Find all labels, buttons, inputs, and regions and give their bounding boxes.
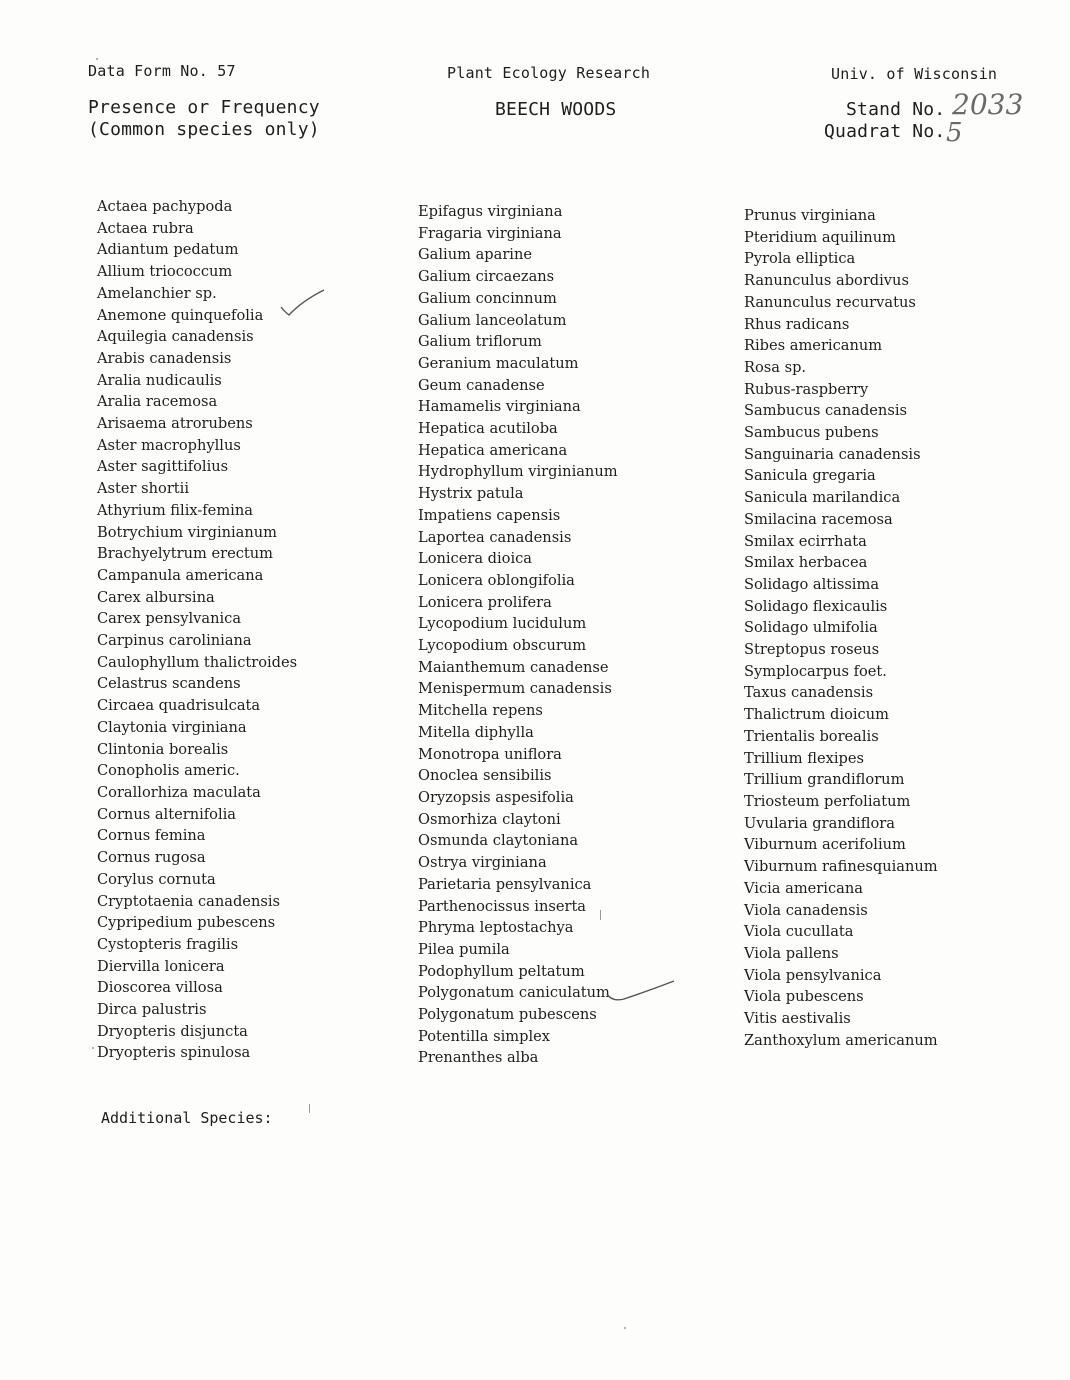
species-item: Fragaria virginiana — [418, 224, 562, 242]
species-item: Smilax herbacea — [744, 554, 868, 572]
species-item: Phryma leptostachya — [418, 919, 574, 937]
species-item: Smilax ecirrhata — [744, 532, 867, 550]
species-item: Symplocarpus foet. — [744, 662, 887, 680]
species-item: Taxus canadensis — [744, 684, 874, 702]
species-item: Streptopus roseus — [744, 641, 880, 659]
species-item: Adiantum pedatum — [97, 241, 239, 259]
species-item: Diervilla lonicera — [97, 957, 225, 975]
species-item: Aralia racemosa — [97, 393, 218, 411]
species-item: Cornus rugosa — [97, 849, 206, 867]
species-item: Pyrola elliptica — [744, 250, 856, 268]
species-item: Pilea pumila — [418, 940, 510, 958]
species-item: Viola cucullata — [744, 923, 854, 941]
species-item: Polygonatum caniculatum — [418, 984, 610, 1002]
species-item: Laportea canadensis — [418, 528, 572, 546]
species-item: Aster shortii — [97, 480, 189, 498]
species-item: Podophyllum peltatum — [418, 962, 585, 980]
species-item: Maianthemum canadense — [418, 658, 609, 676]
species-item: Osmunda claytoniana — [418, 832, 579, 850]
species-item: Pteridium aquilinum — [744, 228, 896, 246]
species-item: Campanula americana — [97, 566, 264, 584]
species-item: Cornus alternifolia — [97, 805, 236, 823]
species-item: Solidago flexicaulis — [744, 597, 888, 615]
species-item: Impatiens capensis — [418, 506, 561, 524]
institution: Univ. of Wisconsin — [831, 65, 998, 83]
species-item: Smilacina racemosa — [744, 510, 893, 528]
species-item: Ranunculus abordivus — [744, 272, 909, 290]
species-item: Epifagus virginiana — [418, 203, 563, 220]
species-item: Galium lanceolatum — [418, 311, 567, 329]
species-item: Carex albursina — [97, 588, 215, 606]
species-item: Vicia americana — [744, 879, 863, 897]
paper-speck — [309, 1104, 310, 1113]
species-item: Conopholis americ. — [97, 762, 240, 780]
species-item: Triosteum perfoliatum — [744, 792, 911, 810]
species-item: Ranunculus recurvatus — [744, 293, 916, 311]
species-item: Arisaema atrorubens — [97, 415, 253, 433]
form-number: Data Form No. 57 — [88, 62, 236, 80]
species-item: Ribes americanum — [744, 337, 883, 355]
species-item: Carex pensylvanica — [97, 610, 242, 628]
species-item: Sanguinaria canadensis — [744, 445, 921, 463]
species-item: Potentilla simplex — [418, 1027, 550, 1045]
species-item: Viola pallens — [744, 944, 839, 962]
species-item: Ostrya virginiana — [418, 854, 547, 872]
species-item: Athyrium filix-femina — [97, 501, 253, 519]
species-item: Lycopodium obscurum — [418, 637, 587, 655]
species-item: Lonicera prolifera — [418, 593, 552, 611]
species-item: Galium circaezans — [418, 268, 555, 286]
species-column-1 — [97, 196, 297, 1064]
species-item: Viola canadensis — [744, 901, 868, 919]
stand-label: Stand No. — [846, 99, 946, 120]
species-item: Dioscorea villosa — [97, 979, 223, 997]
species-item: Anemone quinquefolia — [97, 306, 264, 324]
species-item: Hepatica acutiloba — [418, 420, 558, 438]
species-item: Zanthoxylum americanum — [744, 1031, 938, 1049]
species-item: Cypripedium pubescens — [97, 914, 276, 932]
species-item: Osmorhiza claytoni — [418, 810, 561, 828]
species-item: Trientalis borealis — [744, 727, 879, 745]
species-item: Brachyelytrum erectum — [97, 545, 274, 563]
species-item: Polygonatum pubescens — [418, 1006, 597, 1024]
species-item: Oryzopsis aspesifolia — [418, 788, 574, 806]
species-item: Hamamelis virginiana — [418, 398, 581, 416]
species-item: Aster macrophyllus — [97, 436, 241, 454]
species-item: Monotropa uniflora — [418, 745, 562, 763]
species-item: Actaea pachypoda — [97, 198, 233, 215]
paper-speck — [600, 910, 601, 920]
species-item: Trillium grandiflorum — [744, 771, 905, 789]
species-item: Sanicula gregaria — [744, 467, 876, 485]
species-item: Caulophyllum thalictroides — [97, 653, 298, 671]
species-item: Mitella diphylla — [418, 723, 534, 741]
species-item: Parthenocissus inserta — [418, 897, 587, 915]
species-item: Prunus virginiana — [744, 207, 876, 224]
species-item: Clintonia borealis — [97, 740, 229, 758]
organization: Plant Ecology Research — [447, 64, 651, 82]
species-item: Sambucus canadensis — [744, 402, 907, 420]
community-title: BEECH WOODS — [495, 99, 617, 120]
species-item: Onoclea sensibilis — [418, 767, 552, 785]
species-item: Galium aparine — [418, 246, 532, 264]
species-item: Arabis canadensis — [97, 349, 232, 367]
species-item: Dryopteris spinulosa — [97, 1044, 251, 1062]
additional-species-label: Additional Species: — [101, 1109, 273, 1127]
species-item: Vitis aestivalis — [744, 1010, 851, 1028]
species-item: Solidago altissima — [744, 575, 880, 593]
species-item: Cryptotaenia canadensis — [97, 892, 280, 910]
species-item: Viola pubescens — [744, 988, 864, 1006]
species-item: Sambucus pubens — [744, 424, 879, 442]
species-item: Rhus radicans — [744, 315, 850, 333]
species-item: Allium triococcum — [97, 263, 233, 281]
species-item: Aster sagittifolius — [97, 458, 229, 476]
species-item: Parietaria pensylvanica — [418, 875, 592, 893]
species-item: Dryopteris disjuncta — [97, 1022, 248, 1040]
species-item: Corylus cornuta — [97, 870, 216, 888]
species-item: Menispermum canadensis — [418, 680, 612, 698]
check-mark-icon — [604, 978, 678, 1004]
quadrat-label: Quadrat No. — [824, 121, 946, 142]
species-item: Claytonia virginiana — [97, 718, 247, 736]
species-item: Thalictrum dioicum — [744, 706, 889, 724]
species-item: Rubus-raspberry — [744, 380, 869, 398]
form-title-line1: Presence or Frequency — [88, 97, 320, 118]
species-item: Mitchella repens — [418, 702, 543, 720]
species-column-2 — [418, 201, 618, 1069]
species-item: Viburnum rafinesquianum — [744, 858, 938, 876]
species-item: Hydrophyllum virginianum — [418, 463, 618, 481]
species-item: Trillium flexipes — [744, 749, 864, 767]
species-item: Botrychium virginianum — [97, 523, 278, 541]
species-item: Prenanthes alba — [418, 1049, 539, 1067]
species-item: Cornus femina — [97, 827, 206, 845]
species-item: Geranium maculatum — [418, 354, 579, 372]
species-item: Carpinus caroliniana — [97, 632, 252, 650]
species-column-3 — [744, 205, 938, 1051]
paper-speck — [92, 1047, 94, 1049]
species-item: Solidago ulmifolia — [744, 619, 878, 637]
species-item: Rosa sp. — [744, 358, 807, 376]
species-item: Circaea quadrisulcata — [97, 697, 261, 715]
species-item: Sanicula marilandica — [744, 489, 901, 507]
species-item: Aralia nudicaulis — [97, 371, 222, 389]
check-mark-icon — [278, 287, 328, 323]
species-item: Dirca palustris — [97, 1001, 207, 1019]
species-item: Corallorhiza maculata — [97, 783, 261, 801]
species-item: Viburnum acerifolium — [744, 836, 906, 854]
species-item: Galium concinnum — [418, 289, 557, 307]
species-item: Lonicera dioica — [418, 550, 533, 568]
quadrat-number-handwritten: 5 — [946, 118, 963, 148]
paper-speck — [96, 58, 98, 60]
species-item: Lycopodium lucidulum — [418, 615, 587, 633]
species-item: Actaea rubra — [97, 219, 194, 237]
species-item: Celastrus scandens — [97, 675, 241, 693]
species-item: Viola pensylvanica — [744, 966, 882, 984]
form-title-line2: (Common species only) — [88, 119, 320, 140]
species-item: Hystrix patula — [418, 485, 524, 503]
stand-number-handwritten: 2033 — [952, 88, 1024, 121]
species-item: Galium triflorum — [418, 333, 542, 351]
species-item: Geum canadense — [418, 376, 545, 394]
species-item: Aquilegia canadensis — [97, 328, 254, 346]
species-item: Lonicera oblongifolia — [418, 571, 575, 589]
paper-speck — [624, 1327, 626, 1329]
species-item: Cystopteris fragilis — [97, 935, 239, 953]
species-item: Amelanchier sp. — [97, 284, 217, 302]
species-item: Uvularia grandiflora — [744, 814, 895, 832]
species-item: Hepatica americana — [418, 441, 568, 459]
